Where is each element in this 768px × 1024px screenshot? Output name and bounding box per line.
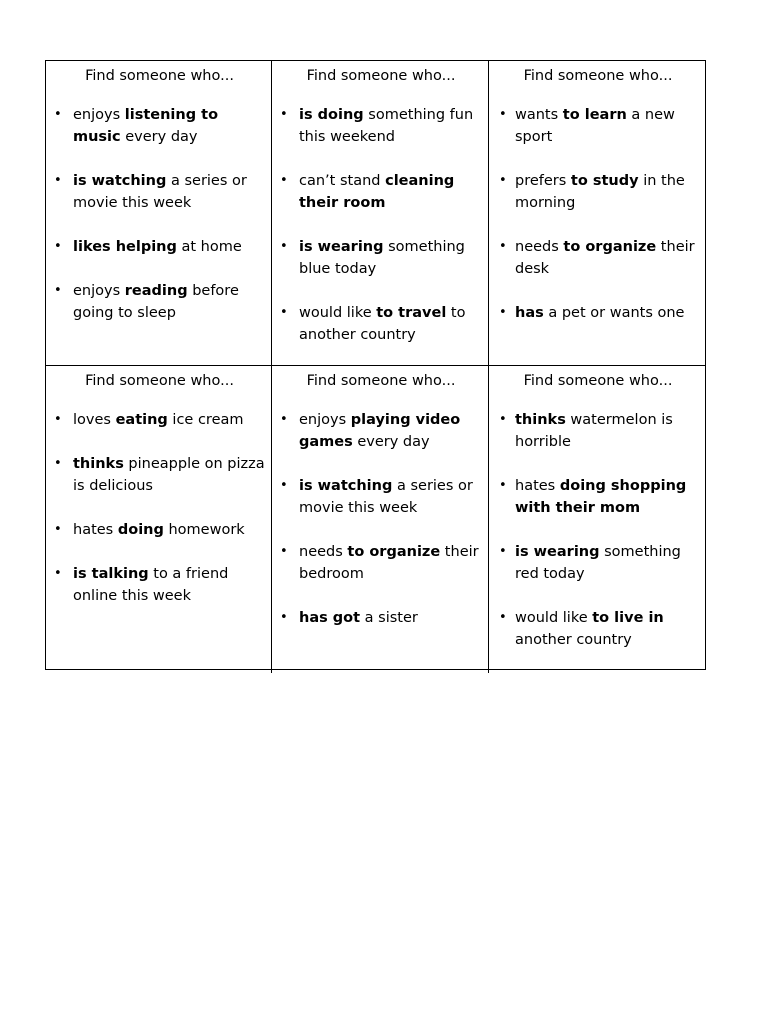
- prompt-list: [280, 104, 482, 346]
- text-phrase: enjoys: [73, 107, 125, 123]
- bold-phrase: eating: [115, 412, 168, 428]
- text-phrase: in the morning: [515, 173, 685, 211]
- text-phrase: something red today: [515, 544, 681, 582]
- text-phrase: can’t stand: [299, 173, 386, 189]
- prompt-item: [54, 563, 265, 607]
- text-phrase: a new sport: [515, 107, 675, 145]
- card-4: [46, 366, 272, 673]
- bold-phrase: is wearing: [299, 239, 384, 255]
- prompt-item: [280, 541, 482, 585]
- bold-phrase: is doing: [299, 107, 364, 123]
- card-title: Find someone who...: [306, 373, 456, 389]
- bold-phrase: is watching: [73, 173, 167, 189]
- text-phrase: loves: [73, 412, 116, 428]
- worksheet-grid: [45, 60, 706, 670]
- bold-phrase: cleaning their room: [299, 173, 455, 211]
- text-phrase: wants: [515, 107, 563, 123]
- bold-phrase: is watching: [299, 478, 393, 494]
- bold-phrase: to travel: [376, 305, 447, 321]
- prompt-item: [54, 170, 265, 214]
- card-title: Find someone who...: [85, 373, 234, 389]
- prompt-item: [280, 236, 482, 280]
- prompt-item: [280, 170, 482, 214]
- text-phrase: a pet or wants one: [543, 305, 685, 321]
- bold-phrase: is wearing: [515, 544, 600, 560]
- text-phrase: something blue today: [299, 239, 465, 277]
- prompt-item: [54, 519, 265, 541]
- text-phrase: at home: [176, 239, 242, 255]
- bold-phrase: to learn: [562, 107, 627, 123]
- card-1: [46, 61, 272, 366]
- prompt-item: [497, 236, 699, 280]
- text-phrase: enjoys: [299, 412, 351, 428]
- text-phrase: watermelon is horrible: [515, 412, 673, 450]
- prompt-item: [497, 541, 699, 585]
- bold-phrase: thinks: [73, 456, 124, 472]
- text-phrase: to another country: [299, 305, 466, 343]
- card-5: [272, 366, 489, 673]
- prompt-list: [280, 409, 482, 629]
- bold-phrase: to organize: [563, 239, 657, 255]
- prompt-item: [280, 302, 482, 346]
- text-phrase: homework: [163, 522, 245, 538]
- text-phrase: to a friend online this week: [73, 566, 229, 604]
- card-title: Find someone who...: [306, 68, 456, 84]
- bold-phrase: likes helping: [73, 239, 177, 255]
- text-phrase: would like: [299, 305, 377, 321]
- text-phrase: a series or movie this week: [73, 173, 247, 211]
- card-6: [489, 366, 705, 673]
- prompt-item: [497, 104, 699, 148]
- bold-phrase: thinks: [515, 412, 566, 428]
- text-phrase: needs: [515, 239, 564, 255]
- bold-phrase: has: [515, 305, 544, 321]
- prompt-item: [497, 302, 699, 324]
- text-phrase: hates: [515, 478, 560, 494]
- prompt-list: [54, 409, 265, 607]
- card-title: Find someone who...: [85, 68, 234, 84]
- prompt-item: [280, 607, 482, 629]
- text-phrase: every day: [352, 434, 430, 450]
- text-phrase: needs: [299, 544, 348, 560]
- text-phrase: another country: [515, 632, 632, 648]
- prompt-list: [497, 409, 699, 651]
- text-phrase: before going to sleep: [73, 283, 239, 321]
- text-phrase: prefers: [515, 173, 571, 189]
- bold-phrase: to live in: [592, 610, 664, 626]
- text-phrase: hates: [73, 522, 118, 538]
- bold-phrase: doing shopping with their mom: [515, 478, 687, 516]
- prompt-item: [280, 409, 482, 453]
- bold-phrase: doing: [117, 522, 164, 538]
- prompt-list: [497, 104, 699, 324]
- bold-phrase: listening to music: [73, 107, 219, 145]
- text-phrase: a series or movie this week: [299, 478, 473, 516]
- text-phrase: their bedroom: [299, 544, 479, 582]
- text-phrase: enjoys: [73, 283, 125, 299]
- bold-phrase: to organize: [347, 544, 441, 560]
- prompt-item: [497, 475, 699, 519]
- text-phrase: every day: [120, 129, 198, 145]
- bold-phrase: reading: [124, 283, 188, 299]
- prompt-item: [54, 280, 265, 324]
- prompt-item: [280, 104, 482, 148]
- prompt-item: [497, 170, 699, 214]
- prompt-item: [497, 607, 699, 651]
- card-title: Find someone who...: [523, 68, 673, 84]
- card-3: [489, 61, 705, 366]
- text-phrase: would like: [515, 610, 593, 626]
- prompt-item: [497, 409, 699, 453]
- prompt-item: [54, 409, 265, 431]
- text-phrase: their desk: [515, 239, 695, 277]
- bold-phrase: to study: [570, 173, 639, 189]
- text-phrase: pineapple on pizza is delicious: [73, 456, 265, 494]
- prompt-item: [54, 453, 265, 497]
- bold-phrase: playing video games: [299, 412, 461, 450]
- prompt-item: [54, 236, 265, 258]
- prompt-list: [54, 104, 265, 324]
- bold-phrase: is talking: [73, 566, 149, 582]
- text-phrase: ice cream: [167, 412, 244, 428]
- card-2: [272, 61, 489, 366]
- prompt-item: [280, 475, 482, 519]
- text-phrase: something fun this weekend: [299, 107, 474, 145]
- bold-phrase: has got: [299, 610, 361, 626]
- prompt-item: [54, 104, 265, 148]
- text-phrase: a sister: [360, 610, 418, 626]
- card-title: Find someone who...: [523, 373, 673, 389]
